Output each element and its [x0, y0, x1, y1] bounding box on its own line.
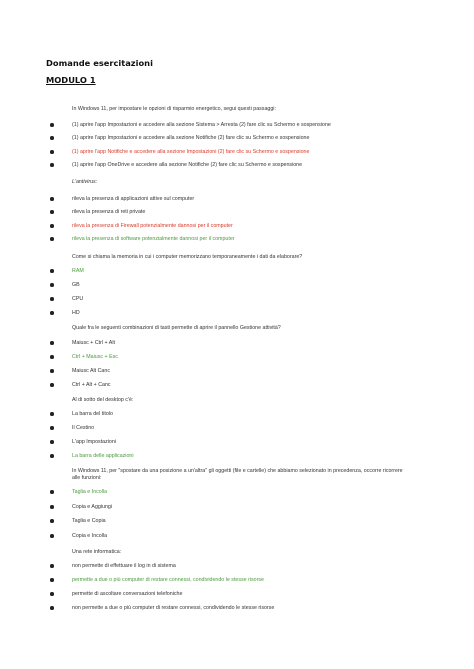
answer-option-text: (1) aprire l'app OneDrive e accedere alla sezione Notifiche (2) fare clic su Schermo e sospensione — [72, 162, 303, 168]
answer-option-text: RAM — [72, 268, 84, 274]
answer-option-text: permette di ascoltare conversazioni telefoniche — [72, 591, 183, 597]
bullet-icon — [50, 564, 54, 568]
document-title: Domande esercitazioni — [46, 58, 153, 68]
answer-option-text: rileva la presenza di Firewall potenzialmente dannosi per il computer — [72, 223, 233, 229]
question-text: In Windows 11, per impostare le opzioni di risparmio energetico, segui questi passaggi: — [72, 106, 276, 112]
answer-option-text: Ctrl + Alt + Canc — [72, 382, 111, 388]
answer-option-text: La barra delle applicazioni — [72, 453, 134, 459]
bullet-icon — [50, 237, 54, 241]
bullet-icon — [50, 297, 54, 301]
answer-option-text: Maiusc + Ctrl + Alt — [72, 340, 115, 346]
bullet-icon — [50, 197, 54, 201]
answer-option-text: rileva la presenza di software potenzialmente dannosi per il computer — [72, 236, 235, 242]
bullet-icon — [50, 505, 54, 509]
answer-option-text: Copia e Incolla — [72, 533, 108, 539]
answer-option-text: CPU — [72, 296, 84, 302]
answer-option-text: (1) aprire l'app Impostazioni e accedere alla sezione Notifiche (2) fare clic su Schermo e sospensione — [72, 135, 310, 141]
bullet-icon — [50, 578, 54, 582]
bullet-icon — [50, 426, 54, 430]
answer-option-text: GB — [72, 282, 80, 288]
question-text: Una rete informatica: — [72, 549, 122, 555]
answer-option-text: HD — [72, 310, 80, 316]
bullet-icon — [50, 383, 54, 387]
answer-option-text: Copia e Aggiungi — [72, 504, 113, 510]
bullet-icon — [50, 440, 54, 444]
bullet-icon — [50, 136, 54, 140]
bullet-icon — [50, 592, 54, 596]
answer-option-text: La barra del titolo — [72, 411, 113, 417]
bullet-icon — [50, 519, 54, 523]
question-text: Quale fra le seguenti combinazioni di tasti permette di aprire il pannello Gestione attività? — [72, 325, 281, 331]
bullet-icon — [50, 534, 54, 538]
answer-option-text: (1) aprire l'app Notifiche e accedere alla sezione Impostazioni (2) fare clic su Schermo e sospensione — [72, 149, 310, 155]
bullet-icon — [50, 311, 54, 315]
bullet-icon — [50, 606, 54, 610]
bullet-icon — [50, 355, 54, 359]
question-text: In Windows 11, per "spostare da una posizione a un'altra" gli oggetti (file e cartelle) che abbiamo selezionato in precedenza, occorre ricorrere alle funzioni: — [72, 468, 403, 481]
bullet-icon — [50, 163, 54, 167]
question-text: L'antivirus: — [72, 179, 98, 185]
bullet-icon — [50, 150, 54, 154]
answer-option-text: L'app Impostazioni — [72, 439, 117, 445]
answer-option-text: rileva la presenza di reti private — [72, 209, 146, 215]
answer-option-text: non permette di effettuare il log in di sistema — [72, 563, 176, 569]
bullet-icon — [50, 210, 54, 214]
answer-option-text: Taglia e Incolla — [72, 489, 108, 495]
answer-option-text: Ctrl + Maiusc + Esc — [72, 354, 118, 360]
bullet-icon — [50, 369, 54, 373]
question-text: Come si chiama la memoria in cui i computer memorizzano temporaneamente i dati da elaborare? — [72, 254, 303, 260]
answer-option-text: rileva la presenza di applicazioni attive sul computer — [72, 196, 195, 202]
answer-option-text: Il Cestino — [72, 425, 95, 431]
bullet-icon — [50, 454, 54, 458]
bullet-icon — [50, 224, 54, 228]
answer-option-text: (1) aprire l'app Impostazioni e accedere alla sezione Sistema > Arresta (2) fare clic su Schermo e sospensione — [72, 122, 331, 128]
bullet-icon — [50, 412, 54, 416]
answer-option-text: permette a due o più computer di restare connessi, condividendo le stesse risorse — [72, 577, 264, 583]
bullet-icon — [50, 123, 54, 127]
bullet-icon — [50, 490, 54, 494]
module-heading: MODULO 1 — [46, 75, 96, 85]
answer-option-text: Taglia e Copia — [72, 518, 106, 524]
question-text: Al di sotto del desktop c'è: — [72, 397, 134, 403]
bullet-icon — [50, 283, 54, 287]
bullet-icon — [50, 269, 54, 273]
answer-option-text: non permette a due o più computer di restare connessi, condividendo le stesse risorse — [72, 605, 275, 611]
answer-option-text: Maiusc Alt Canc — [72, 368, 110, 374]
bullet-icon — [50, 341, 54, 345]
